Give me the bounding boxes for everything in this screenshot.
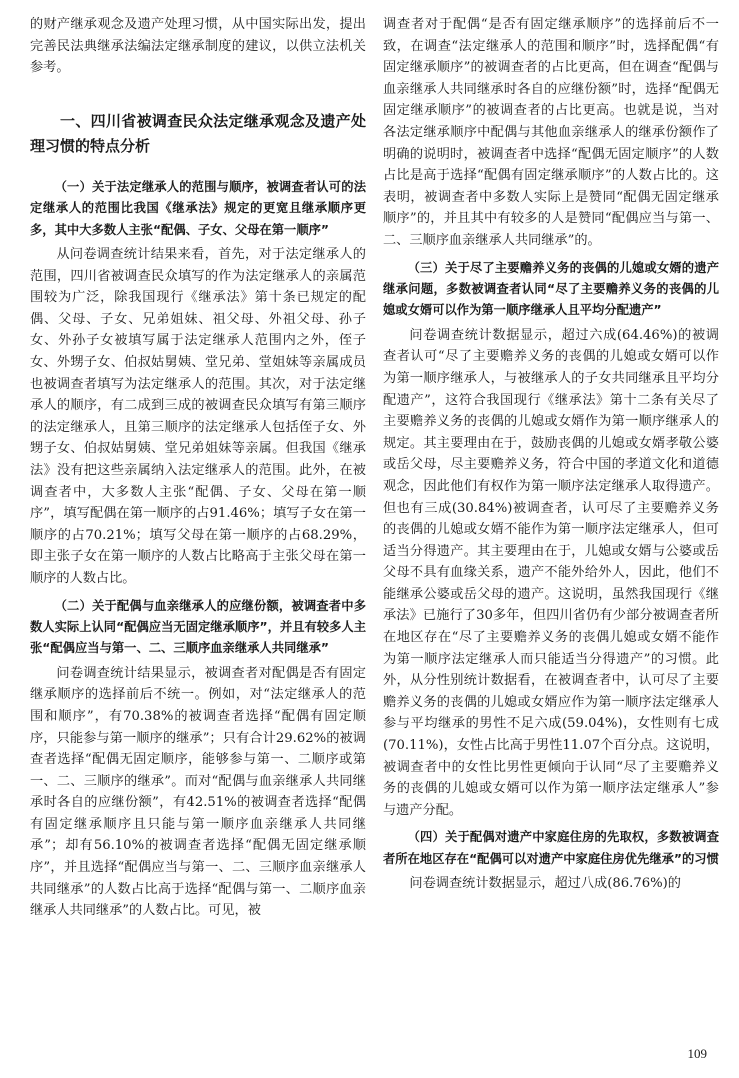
continued-paragraph: 调查者对于配偶“是否有固定继承顺序”的选择前后不一致，在调查“法定继承人的范围和顺序”时，选择配偶“有固定继承顺序”的被调查者的占比更高，但在调查“配偶与血亲继承人共同继承时各自的应继份额”时，选择“配偶无固定继承顺序”的被调查者的占比更高。也就是说，当对各法定继承顺序中配偶与其他血亲继承人的继承份额作了明确的说明时，被调查者中选择“配偶无固定顺序”的人数占比是高于选择“配偶有固定继承顺序”的人数占比的。这表明，被调查者中多数人实际上是赞同“配偶无固定继承顺序”的，并且其中有较多的人是赞同“配偶应当与第一、二、三顺序血亲继承人共同继承”的。 [383,17,719,248]
left-column [30,14,366,922]
subsection-1-paragraph: 从问卷调查统计结果来看，首先，对于法定继承人的范围，四川省被调查民众填写的作为法定继承人的亲属范围较为广泛，除我国现行《继承法》第十条已规定的配偶、父母、子女、兄弟姐妹、祖父母、外祖父母、孙子女、外孙子女被填写属于法定继承人范围内之外，侄子女、外甥子女、伯叔姑舅姨、堂兄弟、堂姐妹等亲属成员也被调查者填写为法定继承人的范围。其次，对于法定继承人的顺序，有二成到三成的被调查民众填写有第三顺序的法定继承人，且第三顺序的法定继承人包括侄子女、外甥子女、伯叔姑舅姨、堂兄弟姐妹等亲属。但我国《继承法》没有把这些亲属纳入法定继承人的范围。此外，在被调查者中，大多数人主张“配偶、子女、父母在第一顺序”，填写配偶在第一顺序的占91.46%；填写子女在第一顺序的占70.21%；填写父母在第一顺序的占68.29%，即主张子女在第一顺序的人数占比略高于主张父母在第一顺序的人数占比。 [30,247,366,586]
page-number: 109 [687,1046,707,1061]
section-heading: 一、四川省被调查民众法定继承观念及遗产处理习惯的特点分析 [30,111,366,155]
subsection-4-heading: （四）关于配偶对遗产中家庭住房的先取权，多数被调查者所在地区存在“配偶可以对遗产中家庭住房优先继承”的习惯 [383,830,719,866]
subsection-4-paragraph: 问卷调查统计数据显示，超过八成(86.76%)的 [409,876,681,892]
intro-paragraph: 的财产继承观念及遗产处理习惯，从中国实际出发，提出完善民法典继承法编法定继承制度的建议，以供立法机关参考。 [30,17,366,76]
subsection-3-paragraph: 问卷调查统计数据显示，超过六成(64.46%)的被调查者认可“尽了主要赡养义务的丧偶的儿媳或女婿可以作为第一顺序继承人，与被继承人的子女共同继承且平均分配遗产”，这符合我国现行《继承法》第十二条有关尽了主要赡养义务的丧偶的儿媳或女婿作为第一顺序继承人的规定。其主要理由在于，鼓励丧偶的儿媳或女婿孝敬公婆或岳父母，尽主要赡养义务，符合中国的孝道文化和道德观念，因此他们有权作为第一顺序法定继承人取得遗产。但也有三成(30.84%)被调查者，认可尽了主要赡养义务的丧偶的儿媳或女婿不能作为第一顺序法定继承人，但可适当分得遗产。其主要理由在于，儿媳或女婿与公婆或岳父母不具有血缘关系，遗产不能外给外人，因此，他们不能继承公婆或岳父母的遗产。这说明，虽然我国现行《继承法》已施行了30多年，但四川省仍有少部分被调查者所在地区存在“尽了主要赡养义务的丧偶儿媳或女婿不能作为第一顺序法定继承人而只能适当分得遗产”的习惯。此外，从分性别统计数据看，在被调查者中，认可尽了主要赡养义务的丧偶的儿媳或女婿应作为第一顺序法定继承人参与平均继承的男性不足六成(59.04%)，女性则有七成(70.11%)，女性占比高于男性11.07个百分点。这说明，被调查者中的女性比男性更倾向于认同“尽了主要赡养义务的丧偶的儿媳或女婿可以作为第一顺序法定继承人”参与遗产分配。 [383,327,719,818]
right-column [383,14,719,895]
subsection-2-paragraph: 问卷调查统计结果显示，被调查者对配偶是否有固定继承顺序的选择前后不统一。例如，对“法定继承人的范围和顺序”，有70.38%的被调查者选择“配偶有固定顺序，只能参与第一顺序的继承”；只有合计29.62%的被调查者选择“配偶无固定顺序，能够参与第一、二顺序或第一、二、三顺序的继承”。而对“配偶与血亲继承人共同继承时各自的应继份额”，有42.51%的被调查者选择“配偶有固定继承顺序且只能与第一顺序血亲继承人共同继承”；却有56.10%的被调查者选择“配偶无固定继承顺序”，并且选择“配偶应当与第一、二、三顺序血亲继承人共同继承”的人数占比高于选择“配偶与第一、二顺序血亲继承人共同继承”的人数占比。可见，被 [30,665,366,919]
subsection-3-heading: （三）关于尽了主要赡养义务的丧偶的儿媳或女婿的遗产继承问题，多数被调查者认同“尽了主要赡养义务的丧偶的儿媳或女婿可以作为第一顺序继承人且平均分配遗产” [383,260,719,318]
subsection-1-heading: （一）关于法定继承人的范围与顺序，被调查者认可的法定继承人的范围比我国《继承法》规定的更宽且继承顺序更多，其中大多数人主张“配偶、子女、父母在第一顺序” [30,179,366,237]
subsection-2-heading: （二）关于配偶与血亲继承人的应继份额，被调查者中多数人实际上认同“配偶应当无固定继承顺序”，并且有较多人主张“配偶应当与第一、二、三顺序血亲继承人共同继承” [30,598,366,656]
